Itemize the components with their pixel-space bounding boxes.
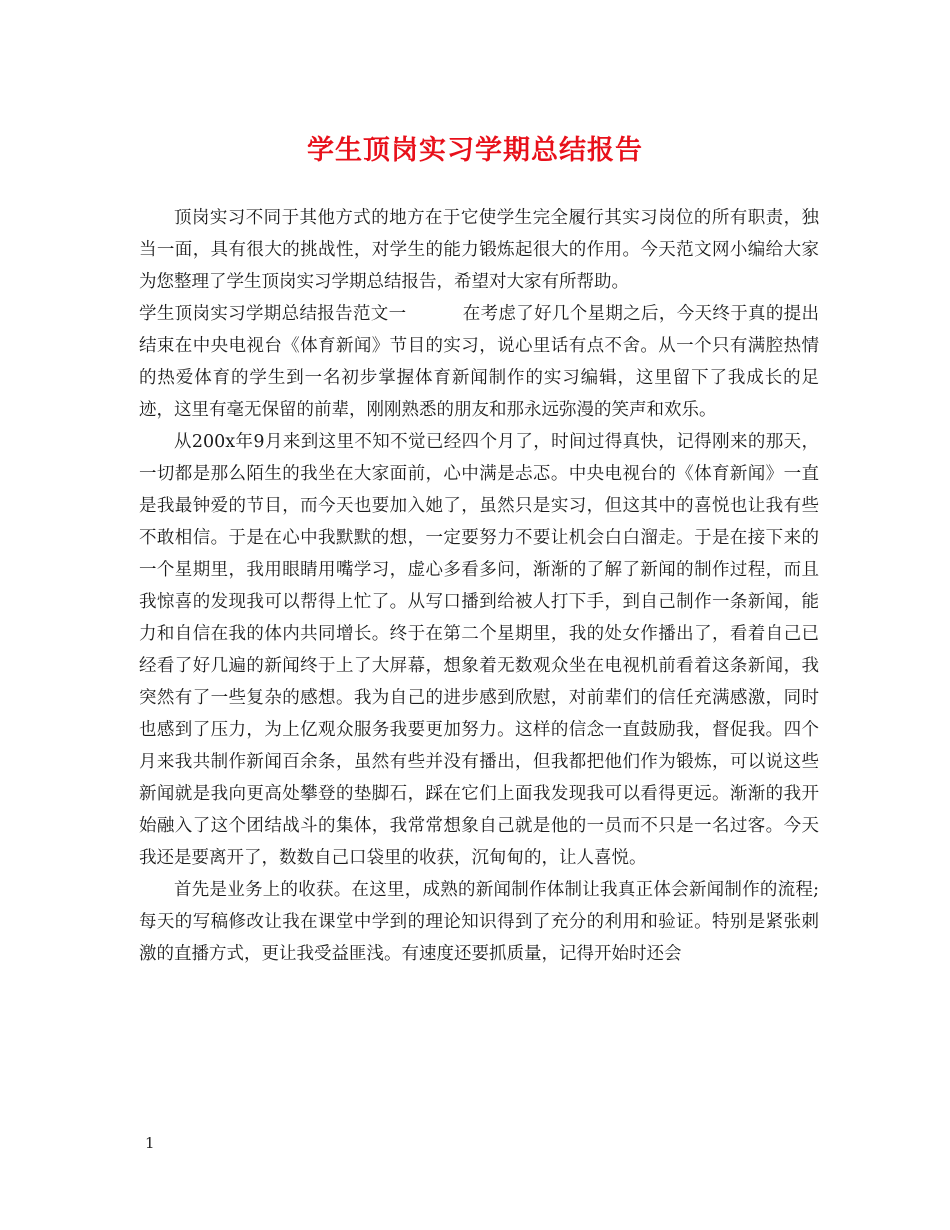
document-body [139, 202, 819, 970]
section-paragraph [139, 298, 819, 426]
section-heading: 学生顶岗实习学期总结报告范文一 [139, 304, 407, 324]
document-title: 学生顶岗实习学期总结报告 [307, 135, 643, 166]
page-number: 1 [145, 1134, 155, 1152]
body-paragraph-3: 首先是业务上的收获。在这里，成熟的新闻制作体制让我真正体会新闻制作的流程;每天的写稿修改让我在课堂中学到的理论知识得到了充分的利用和验证。特别是紧张刺激的直播方式，更让我受益匪浅。有速度还要抓质量，记得开始时还会 [139, 880, 819, 964]
body-paragraph-2: 从200x年9月来到这里不知不觉已经四个月了，时间过得真快，记得刚来的那天，一切都是那么陌生的我坐在大家面前，心中满是忐忑。中央电视台的《体育新闻》一直是我最钟爱的节目，而今天也要加入她了，虽然只是实习，但这其中的喜悦也让我有些不敢相信。于是在心中我默默的想，一定要努力不要让机会白白溜走。于是在接下来的一个星期里，我用眼睛用嘴学习，虚心多看多问，渐渐的了解了新闻的制作过程，而且我惊喜的发现我可以帮得上忙了。从写口播到给被人打下手，到自己制作一条新闻，能力和自信在我的体内共同增长。终于在第二个星期里，我的处女作播出了，看着自己已经看了好几遍的新闻终于上了大屏幕，想象着无数观众坐在电视机前看着这条新闻，我突然有了一些复杂的感想。我为自己的进步感到欣慰，对前辈们的信任充满感激，同时也感到了压力，为上亿观众服务我要更加努力。这样的信念一直鼓励我，督促我。四个月来我共制作新闻百余条，虽然有些并没有播出，但我都把他们作为锻炼，可以说这些新闻就是我向更高处攀登的垫脚石，踩在它们上面我发现我可以看得更远。渐渐的我开始融入了这个团结战斗的集体，我常常想象自己就是他的一员而不只是一名过客。今天我还是要离开了，数数自己口袋里的收获，沉甸甸的，让人喜悦。 [139, 432, 819, 868]
intro-paragraph: 顶岗实习不同于其他方式的地方在于它使学生完全履行其实习岗位的所有职责，独当一面，具有很大的挑战性，对学生的能力锻炼起很大的作用。今天范文网小编给大家为您整理了学生顶岗实习学期总结报告，希望对大家有所帮助。 [139, 208, 819, 292]
section-lead-text: 在考虑了好几个星期之后，今天终于真的提出结束在中央电视台《体育新闻》节目的实习，说心里话有点不舍。从一个只有满腔热情的热爱体育的学生到一名初步掌握体育新闻制作的实习编辑，这里留下了我成长的足迹，这里有毫无保留的前辈，刚刚熟悉的朋友和那永远弥漫的笑声和欢乐。 [139, 304, 820, 420]
